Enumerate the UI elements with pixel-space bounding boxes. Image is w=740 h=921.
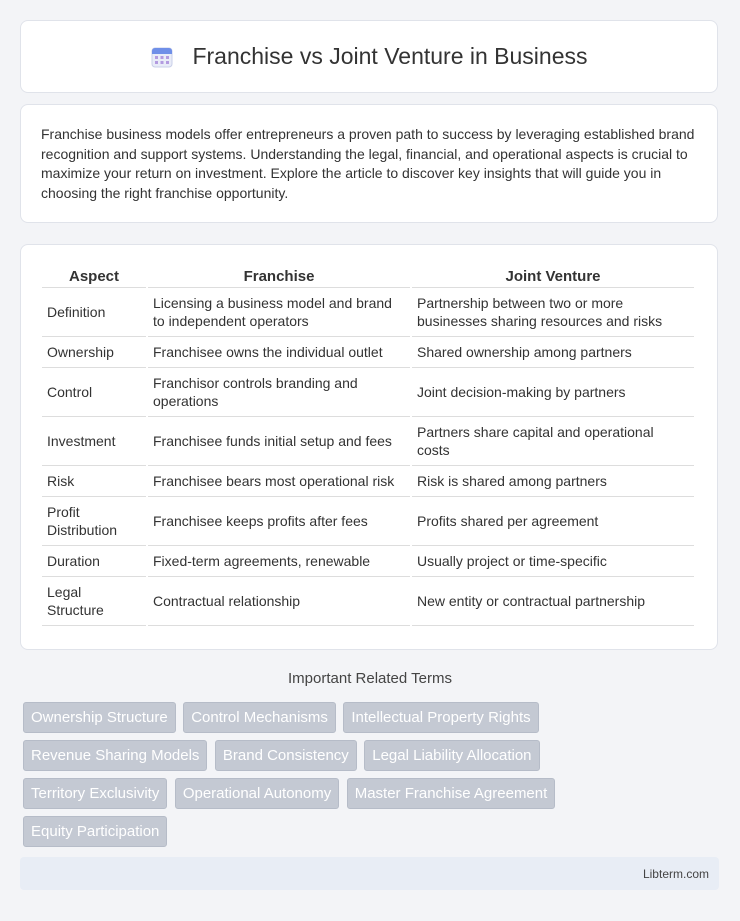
related-terms-title: Important Related Terms [288,670,452,687]
related-term-tag[interactable]: Equity Participation [23,816,167,847]
cell-franchise: Franchisee owns the individual outlet [148,337,410,368]
cell-franchise: Franchisee keeps profits after fees [148,497,410,546]
table-row [42,497,694,546]
table-row [42,368,694,417]
cell-joint-venture: Shared ownership among partners [412,337,694,368]
cell-franchise: Franchisee funds initial setup and fees [148,417,410,466]
header-joint-venture: Joint Venture [412,265,694,288]
footer [20,857,719,890]
page-title: Franchise vs Joint Venture in Business [192,43,588,69]
cell-aspect: Investment [42,417,146,466]
related-term-tag[interactable]: Master Franchise Agreement [347,778,556,809]
table-row [42,337,694,368]
cell-aspect: Risk [42,466,146,497]
table-row [42,466,694,497]
table-row [42,546,694,577]
header-franchise: Franchise [148,265,410,288]
cell-aspect: Definition [42,288,146,337]
related-term-tag[interactable]: Legal Liability Allocation [364,740,539,771]
related-term-tag[interactable]: Intellectual Property Rights [343,702,538,733]
calendar-icon [150,45,174,69]
cell-joint-venture: Joint decision-making by partners [412,368,694,417]
header-card [20,20,718,93]
cell-franchise: Fixed-term agreements, renewable [148,546,410,577]
related-term-tag[interactable]: Operational Autonomy [175,778,339,809]
comparison-table-card [20,244,718,650]
related-term-tag[interactable]: Control Mechanisms [183,702,336,733]
cell-joint-venture: Partnership between two or more businesses sharing resources and risks [412,288,694,337]
cell-aspect: Legal Structure [42,577,146,626]
cell-aspect: Ownership [42,337,146,368]
cell-aspect: Profit Distribution [42,497,146,546]
cell-joint-venture: Usually project or time-specific [412,546,694,577]
cell-franchise: Franchisor controls branding and operations [148,368,410,417]
related-terms-list [23,702,623,854]
header-aspect: Aspect [42,265,146,288]
cell-aspect: Duration [42,546,146,577]
cell-joint-venture: New entity or contractual partnership [412,577,694,626]
related-term-tag[interactable]: Territory Exclusivity [23,778,167,809]
related-term-tag[interactable]: Ownership Structure [23,702,176,733]
cell-franchise: Licensing a business model and brand to independent operators [148,288,410,337]
cell-joint-venture: Risk is shared among partners [412,466,694,497]
cell-franchise: Franchisee bears most operational risk [148,466,410,497]
cell-franchise: Contractual relationship [148,577,410,626]
cell-aspect: Control [42,368,146,417]
intro-text: Franchise business models offer entrepreneurs a proven path to success by leveraging established brand recognition and support systems. Understanding the legal, financial, and operational aspects is crucial to maximize your return on investment. Explore the article to discover key insights that will guide you in choosing the right franchise opportunity. [41,126,695,201]
comparison-table [40,265,696,626]
table-row [42,577,694,626]
cell-joint-venture: Profits shared per agreement [412,497,694,546]
cell-joint-venture: Partners share capital and operational costs [412,417,694,466]
table-row [42,417,694,466]
table-row [42,288,694,337]
related-term-tag[interactable]: Brand Consistency [215,740,357,771]
table-header-row [42,265,694,288]
intro-card [20,104,718,223]
footer-site-link[interactable]: Libterm.com [642,866,709,881]
related-term-tag[interactable]: Revenue Sharing Models [23,740,207,771]
